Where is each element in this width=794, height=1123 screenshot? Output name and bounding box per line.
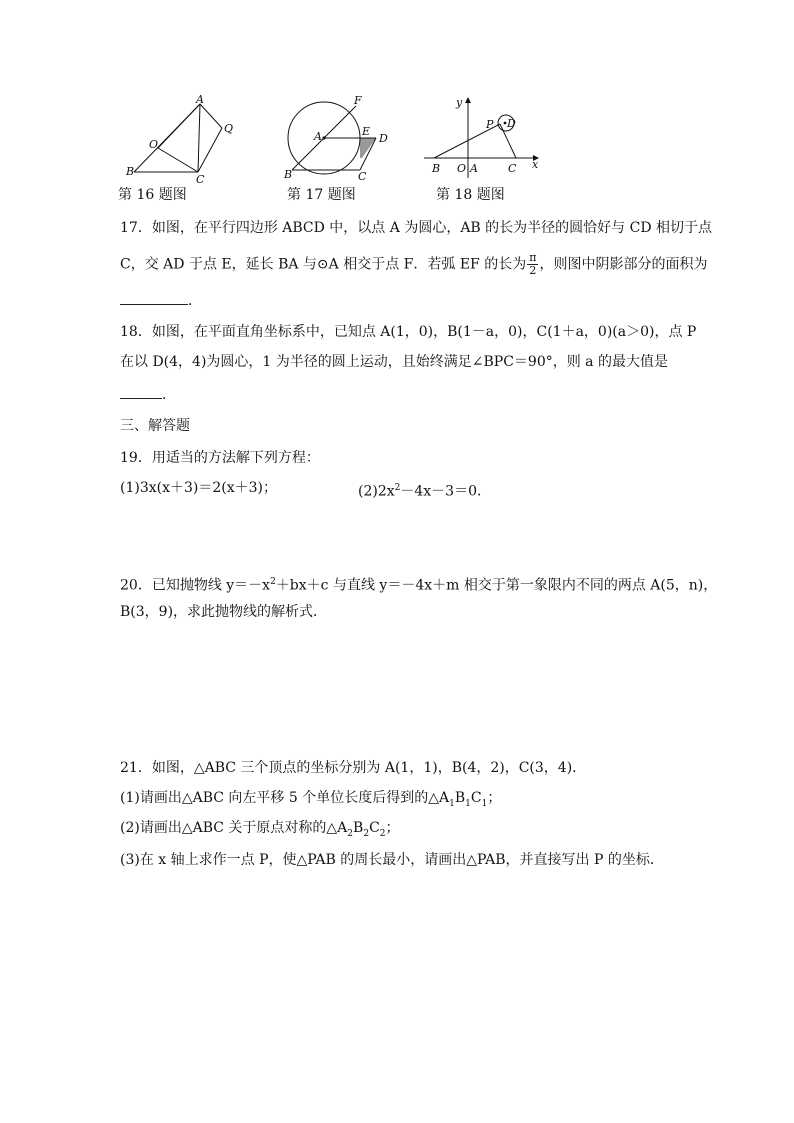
- figure-18: [420, 92, 550, 184]
- answer-blank-q18[interactable]: [120, 384, 162, 399]
- q21-part2-a: (2)请画出△ABC 关于原点对称的△A: [120, 820, 348, 836]
- q20-line1-a: 20．已知抛物线 y＝－x: [120, 577, 271, 594]
- q17-line3: [120, 290, 202, 311]
- segment-qc: [198, 128, 222, 172]
- q18-line3-end: ．: [162, 387, 176, 403]
- label-b: B: [126, 165, 135, 178]
- q17-line1: 17．如图，在平行四边形 ABCD 中，以点 A 为圆心，AB 的长为半径的圆恰好与 CD 相切于点: [120, 220, 713, 236]
- q18-line1: 18．如图，在平面直角坐标系中，已知点 A(1，0)，B(1－a，0)，C(1＋a，0)(a＞0)，点 P: [120, 324, 697, 340]
- q18-line3: [120, 384, 176, 405]
- label-q: Q: [224, 122, 234, 135]
- answer-blank-q17[interactable]: [120, 290, 188, 305]
- center-a: [322, 136, 325, 139]
- segment-oa: [158, 104, 200, 148]
- label-a: A: [470, 162, 478, 175]
- segment-aq: [200, 104, 222, 128]
- label-a: A: [196, 93, 204, 106]
- caption-fig18: 第 18 题图: [436, 187, 505, 203]
- label-b: B: [432, 162, 441, 175]
- q21-part1-sub1: 1: [449, 798, 455, 809]
- q17-line3-end: ．: [188, 293, 202, 309]
- figure-17: [284, 92, 394, 184]
- caption-fig16: 第 16 题图: [118, 187, 187, 203]
- q21-part2-b: B: [353, 820, 364, 836]
- q21-part1-d: ；: [487, 790, 502, 806]
- q20-line2: B(3，9)，求此抛物线的解析式．: [120, 604, 328, 620]
- q21-part2-sub2: 2: [363, 828, 370, 839]
- fraction-denominator: 2: [529, 264, 537, 277]
- q19-part2-b: －4x－3＝0．: [400, 483, 491, 500]
- arc-length-fraction: [527, 252, 538, 277]
- center-d: [504, 122, 507, 125]
- q17-line2: [120, 252, 707, 277]
- q19-part1: (1)3x(x＋3)＝2(x＋3)；: [120, 480, 277, 496]
- q21-part1: [120, 788, 501, 814]
- label-o: O: [149, 138, 159, 151]
- label-y: y: [456, 96, 463, 109]
- segment-ac: [198, 104, 200, 172]
- q19-part2-exponent: 2: [394, 483, 401, 493]
- q20-line1-b: ＋bx＋c 与直线 y＝－4x＋m 相交于第一象限内不同的两点 A(5，n)，: [275, 577, 718, 594]
- q21-stem: 21．如图，△ABC 三个顶点的坐标分别为 A(1，1)，B(4，2)，C(3，4)．: [120, 760, 587, 776]
- q18-line2: 在以 D(4，4)为圆心，1 为半径的圆上运动，且始终满足∠BPC＝90°，则 a 的最大值是: [120, 354, 668, 370]
- label-x: x: [532, 158, 539, 171]
- q21-part1-sub3: 1: [481, 798, 488, 809]
- q21-part2-sub3: 2: [379, 828, 386, 839]
- q19-stem: 19．用适当的方法解下列方程：: [120, 450, 320, 466]
- label-p: P: [486, 118, 494, 131]
- q21-part1-sub2: 1: [465, 798, 471, 809]
- label-o: O: [457, 162, 467, 175]
- label-b: B: [284, 168, 293, 181]
- q21-part1-c: C: [470, 790, 482, 806]
- section-title: 三、解答题: [120, 418, 190, 434]
- label-d: D: [507, 117, 516, 130]
- q21-part2-sub1: 2: [347, 828, 354, 839]
- q17-line2-text-b: ，则图中阴影部分的面积为: [539, 256, 708, 273]
- label-a: A: [314, 130, 322, 143]
- label-f: F: [354, 94, 362, 107]
- q21-part1-b: B: [454, 790, 466, 806]
- q17-line2-text-a: C，交 AD 于点 E，延长 BA 与⊙A 相交于点 F．若弧 EF 的长为: [120, 256, 527, 273]
- q20-line1: [120, 572, 717, 596]
- q20-exponent: 2: [270, 577, 276, 587]
- q19-part2-a: (2)2x: [358, 483, 395, 500]
- q21-part3: (3)在 x 轴上求作一点 P，使△PAB 的周长最小，请画出△PAB，并直接写出 P 的坐标．: [120, 852, 664, 868]
- q19-part2: [358, 478, 491, 502]
- figure-16: [118, 92, 248, 184]
- caption-fig17: 第 17 题图: [287, 187, 356, 203]
- label-c: C: [358, 170, 367, 183]
- label-c: C: [196, 173, 205, 184]
- q21-part2-d: ；: [385, 820, 400, 836]
- q21-part1-a: (1)请画出△ABC 向左平移 5 个单位长度后得到的△A: [120, 790, 450, 806]
- segment-oc: [158, 148, 198, 172]
- q21-part2-c: C: [369, 820, 380, 836]
- q21-part2: [120, 818, 400, 844]
- label-e: E: [362, 125, 371, 138]
- label-c: C: [508, 162, 517, 175]
- label-d: D: [379, 132, 388, 145]
- fraction-numerator: π: [529, 251, 537, 264]
